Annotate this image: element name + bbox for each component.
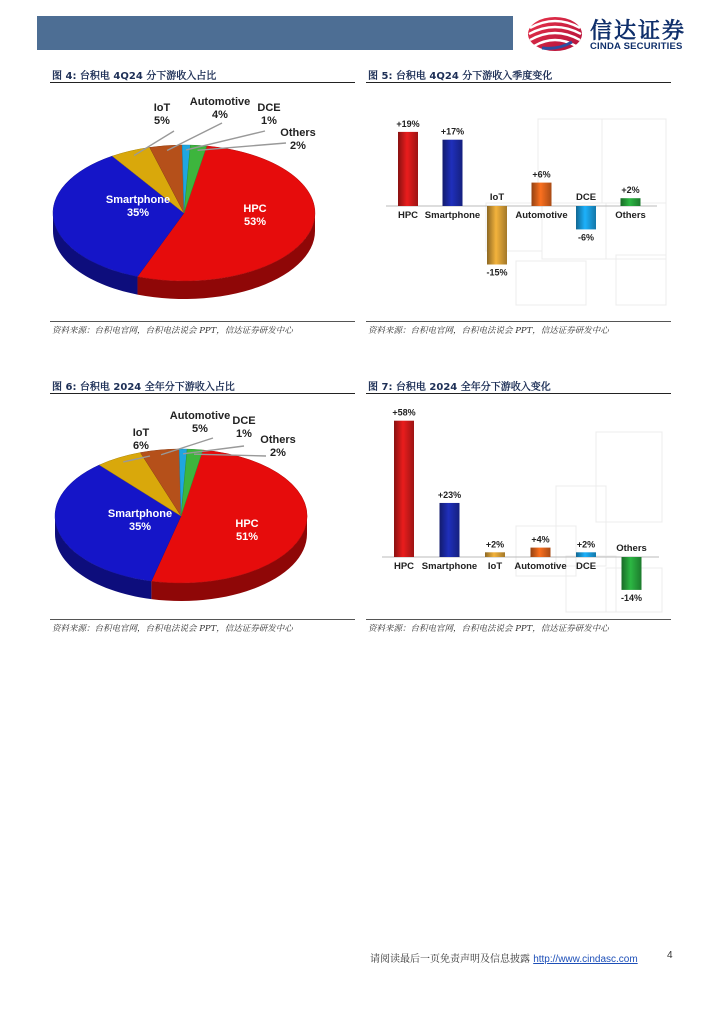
pie-value-label: 53% <box>243 216 267 228</box>
bar-others <box>621 198 641 206</box>
bar-value-label: +4% <box>531 534 550 545</box>
bar-category-label: HPC <box>397 210 419 221</box>
figure-bottom-rule <box>366 321 671 322</box>
bar-value-label: -15% <box>486 267 508 278</box>
bar-value-label: +2% <box>576 539 596 550</box>
pie-category-label: HPC <box>235 518 259 530</box>
figure-title: 图 7: 台积电 2024 全年分下游收入变化 <box>368 382 551 393</box>
figure-title: 图 6: 台积电 2024 全年分下游收入占比 <box>52 382 235 393</box>
pie-value-label: 2% <box>270 447 286 459</box>
bar-iot <box>487 206 507 265</box>
pie-value-label: 6% <box>133 440 149 452</box>
header-bar <box>37 16 513 50</box>
footer-disclaimer <box>370 950 638 965</box>
pie-chart-2024-share <box>50 396 355 616</box>
bar-category-label: Others <box>615 210 646 221</box>
bar-category-label: Automotive <box>514 561 567 572</box>
bar-others <box>622 557 642 590</box>
cinda-logo-emblem-icon <box>522 12 588 56</box>
bar-hpc <box>398 132 418 206</box>
pie-value-label: 5% <box>154 115 170 127</box>
bar-value-label: +2% <box>485 539 505 550</box>
figure-top-rule <box>366 393 671 394</box>
logo-english-name: CINDA SECURITIES <box>590 41 683 52</box>
bar-category-label: IoT <box>489 192 505 203</box>
bar-smartphone <box>443 140 463 206</box>
bar-category-label: DCE <box>575 561 597 572</box>
cinda-logo <box>522 12 697 56</box>
pie-value-label: 51% <box>235 531 259 543</box>
bar-value-label: -6% <box>577 232 595 243</box>
bar-category-label: Smartphone <box>424 210 481 221</box>
pie-category-label: Others <box>260 434 296 446</box>
figure-title: 图 5: 台积电 4Q24 分下游收入季度变化 <box>368 71 553 82</box>
pie-category-label: DCE <box>232 415 256 427</box>
bar-automotive <box>532 183 552 206</box>
bar-category-label: Automotive <box>515 210 568 221</box>
bar-value-label: +23% <box>437 489 462 500</box>
pie-category-label: IoT <box>132 427 150 439</box>
bar-value-label: +6% <box>532 169 551 180</box>
footer-website-link[interactable]: http://www.cindasc.com <box>533 954 638 965</box>
figure-source: 资料来源：台积电官网，台积电法说会 PPT，信达证券研发中心 <box>368 624 609 634</box>
pie-value-label: 5% <box>192 423 208 435</box>
bar-value-label: +58% <box>392 407 416 418</box>
bar-chart-4q24-qoq <box>366 85 671 317</box>
pie-leader-line-dce <box>186 131 265 150</box>
pie-category-label: Others <box>280 127 316 139</box>
footer-text: 请阅读最后一页免责声明及信息披露 <box>370 954 530 965</box>
bar-category-label: IoT <box>487 561 503 572</box>
pie-value-label: 2% <box>290 140 306 152</box>
pie-category-label: Automotive <box>189 96 251 108</box>
bar-category-label: HPC <box>393 561 415 572</box>
pie-category-label: HPC <box>243 203 267 215</box>
pie-category-label: Smartphone <box>107 508 173 520</box>
bar-dce <box>576 206 596 229</box>
page-number: 4 <box>667 950 673 961</box>
figure-bottom-rule <box>366 619 671 620</box>
pie-value-label: 35% <box>126 207 150 219</box>
bar-value-label: +2% <box>621 185 640 196</box>
figure-source: 资料来源：台积电官网，台积电法说会 PPT，信达证券研发中心 <box>52 624 293 634</box>
figure-source: 资料来源：台积电官网，台积电法说会 PPT，信达证券研发中心 <box>368 326 609 336</box>
figure-bottom-rule <box>50 321 355 322</box>
bar-iot <box>485 552 505 557</box>
bar-chart-2024-yoy <box>366 396 671 616</box>
bar-category-label: DCE <box>575 192 597 203</box>
bar-hpc <box>394 421 414 557</box>
pie-category-label: Smartphone <box>105 194 171 206</box>
figure-bottom-rule <box>50 619 355 620</box>
figure-source: 资料来源：台积电官网，台积电法说会 PPT，信达证券研发中心 <box>52 326 293 336</box>
bar-value-label: -14% <box>620 592 643 603</box>
pie-value-label: 4% <box>212 109 228 121</box>
pie-category-label: DCE <box>257 102 281 114</box>
pie-value-label: 1% <box>261 115 277 127</box>
bar-automotive <box>531 548 551 557</box>
pie-category-label: IoT <box>153 102 171 114</box>
pie-category-label: Automotive <box>169 410 231 422</box>
bar-value-label: +17% <box>440 126 465 137</box>
bar-category-label: Smartphone <box>421 561 478 572</box>
pie-value-label: 35% <box>128 521 152 533</box>
figure-top-rule <box>50 393 355 394</box>
bar-value-label: +19% <box>396 118 420 129</box>
figure-top-rule <box>366 82 671 83</box>
bar-dce <box>576 552 596 557</box>
figure-top-rule <box>50 82 355 83</box>
pie-chart-4q24-share <box>50 85 355 317</box>
bar-smartphone <box>440 503 460 557</box>
logo-chinese-name: 信达证券 <box>590 19 687 44</box>
bar-category-label: Others <box>616 543 647 554</box>
pie-value-label: 1% <box>236 428 252 440</box>
figure-title: 图 4: 台积电 4Q24 分下游收入占比 <box>52 71 217 82</box>
